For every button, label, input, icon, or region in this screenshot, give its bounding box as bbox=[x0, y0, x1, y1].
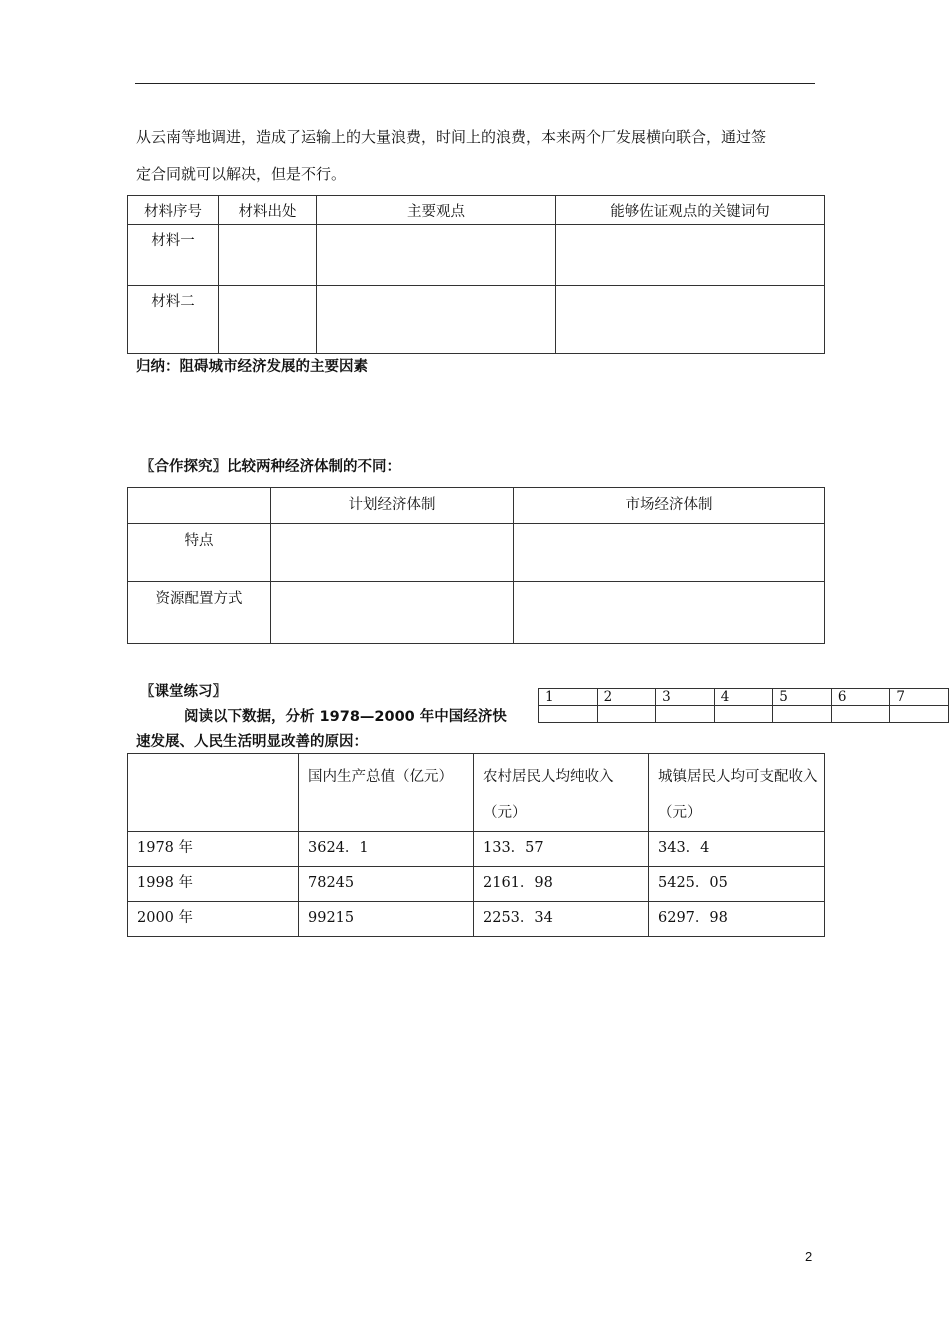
materials-source-cell[interactable] bbox=[219, 225, 317, 286]
materials-row-label: 材料一 bbox=[128, 225, 219, 286]
market-economy-cell[interactable] bbox=[514, 524, 825, 582]
urban-income-cell: 343．4 bbox=[649, 832, 825, 867]
answer-cell[interactable] bbox=[714, 706, 773, 723]
answer-grid bbox=[538, 688, 949, 723]
year-cell: 1998 年 bbox=[128, 867, 299, 902]
answer-cell[interactable] bbox=[890, 706, 949, 723]
urban-income-cell: 6297．98 bbox=[649, 902, 825, 937]
answer-input-row bbox=[539, 706, 949, 723]
comparison-header-row bbox=[128, 488, 825, 524]
materials-keywords-cell[interactable] bbox=[556, 286, 825, 354]
header-rule bbox=[135, 83, 815, 84]
table-row bbox=[128, 867, 825, 902]
materials-row bbox=[128, 286, 825, 354]
data-col-header: 农村居民人均纯收入（元） bbox=[474, 754, 649, 832]
comparison-row bbox=[128, 582, 825, 644]
question-line-2: 速发展、人民生活明显改善的原因： bbox=[136, 734, 368, 750]
answer-number-row bbox=[539, 689, 949, 706]
materials-row bbox=[128, 225, 825, 286]
cooperative-heading: 〖合作探究〗比较两种经济体制的不同： bbox=[140, 459, 401, 475]
rural-income-cell: 133．57 bbox=[474, 832, 649, 867]
answer-number: 5 bbox=[773, 689, 832, 706]
data-col-header bbox=[128, 754, 299, 832]
economic-data-table bbox=[127, 753, 825, 937]
comparison-col-header: 市场经济体制 bbox=[514, 488, 825, 524]
intro-line-1: 从云南等地调进，造成了运输上的大量浪费，时间上的浪费，本来两个厂发展横向联合，通过签 bbox=[136, 128, 767, 146]
year-cell: 1978 年 bbox=[128, 832, 299, 867]
materials-col-header: 能够佐证观点的关键词句 bbox=[556, 196, 825, 225]
year-cell: 2000 年 bbox=[128, 902, 299, 937]
table-row bbox=[128, 902, 825, 937]
materials-header-row bbox=[128, 196, 825, 225]
answer-number: 1 bbox=[539, 689, 598, 706]
answer-cell[interactable] bbox=[597, 706, 656, 723]
planned-economy-cell[interactable] bbox=[271, 582, 514, 644]
data-col-header: 城镇居民人均可支配收入（元） bbox=[649, 754, 825, 832]
answer-number: 6 bbox=[831, 689, 890, 706]
answer-cell[interactable] bbox=[656, 706, 715, 723]
comparison-row-label: 特点 bbox=[128, 524, 271, 582]
market-economy-cell[interactable] bbox=[514, 582, 825, 644]
summary-heading: 归纳：阻碍城市经济发展的主要因素 bbox=[136, 359, 368, 375]
gdp-cell: 3624．1 bbox=[299, 832, 474, 867]
answer-number: 3 bbox=[656, 689, 715, 706]
gdp-cell: 99215 bbox=[299, 902, 474, 937]
materials-table bbox=[127, 195, 825, 354]
data-col-header: 国内生产总值（亿元） bbox=[299, 754, 474, 832]
comparison-row bbox=[128, 524, 825, 582]
materials-source-cell[interactable] bbox=[219, 286, 317, 354]
answer-cell[interactable] bbox=[831, 706, 890, 723]
materials-viewpoint-cell[interactable] bbox=[317, 286, 556, 354]
answer-number: 2 bbox=[597, 689, 656, 706]
materials-viewpoint-cell[interactable] bbox=[317, 225, 556, 286]
materials-row-label: 材料二 bbox=[128, 286, 219, 354]
planned-economy-cell[interactable] bbox=[271, 524, 514, 582]
gdp-cell: 78245 bbox=[299, 867, 474, 902]
answer-cell[interactable] bbox=[539, 706, 598, 723]
comparison-row-label: 资源配置方式 bbox=[128, 582, 271, 644]
intro-line-2: 定合同就可以解决，但是不行。 bbox=[136, 165, 347, 183]
question-line-1: 阅读以下数据，分析 1978—2000 年中国经济快 bbox=[184, 709, 507, 725]
materials-col-header: 材料序号 bbox=[128, 196, 219, 225]
urban-income-cell: 5425．05 bbox=[649, 867, 825, 902]
data-header-row bbox=[128, 754, 825, 832]
answer-number: 7 bbox=[890, 689, 949, 706]
answer-cell[interactable] bbox=[773, 706, 832, 723]
practice-heading: 〖课堂练习〗 bbox=[140, 684, 227, 700]
rural-income-cell: 2253．34 bbox=[474, 902, 649, 937]
economy-comparison-table bbox=[127, 487, 825, 644]
comparison-col-header: 计划经济体制 bbox=[271, 488, 514, 524]
answer-number: 4 bbox=[714, 689, 773, 706]
page-number: 2 bbox=[805, 1249, 813, 1264]
materials-keywords-cell[interactable] bbox=[556, 225, 825, 286]
rural-income-cell: 2161．98 bbox=[474, 867, 649, 902]
materials-col-header: 主要观点 bbox=[317, 196, 556, 225]
comparison-col-header bbox=[128, 488, 271, 524]
table-row bbox=[128, 832, 825, 867]
materials-col-header: 材料出处 bbox=[219, 196, 317, 225]
